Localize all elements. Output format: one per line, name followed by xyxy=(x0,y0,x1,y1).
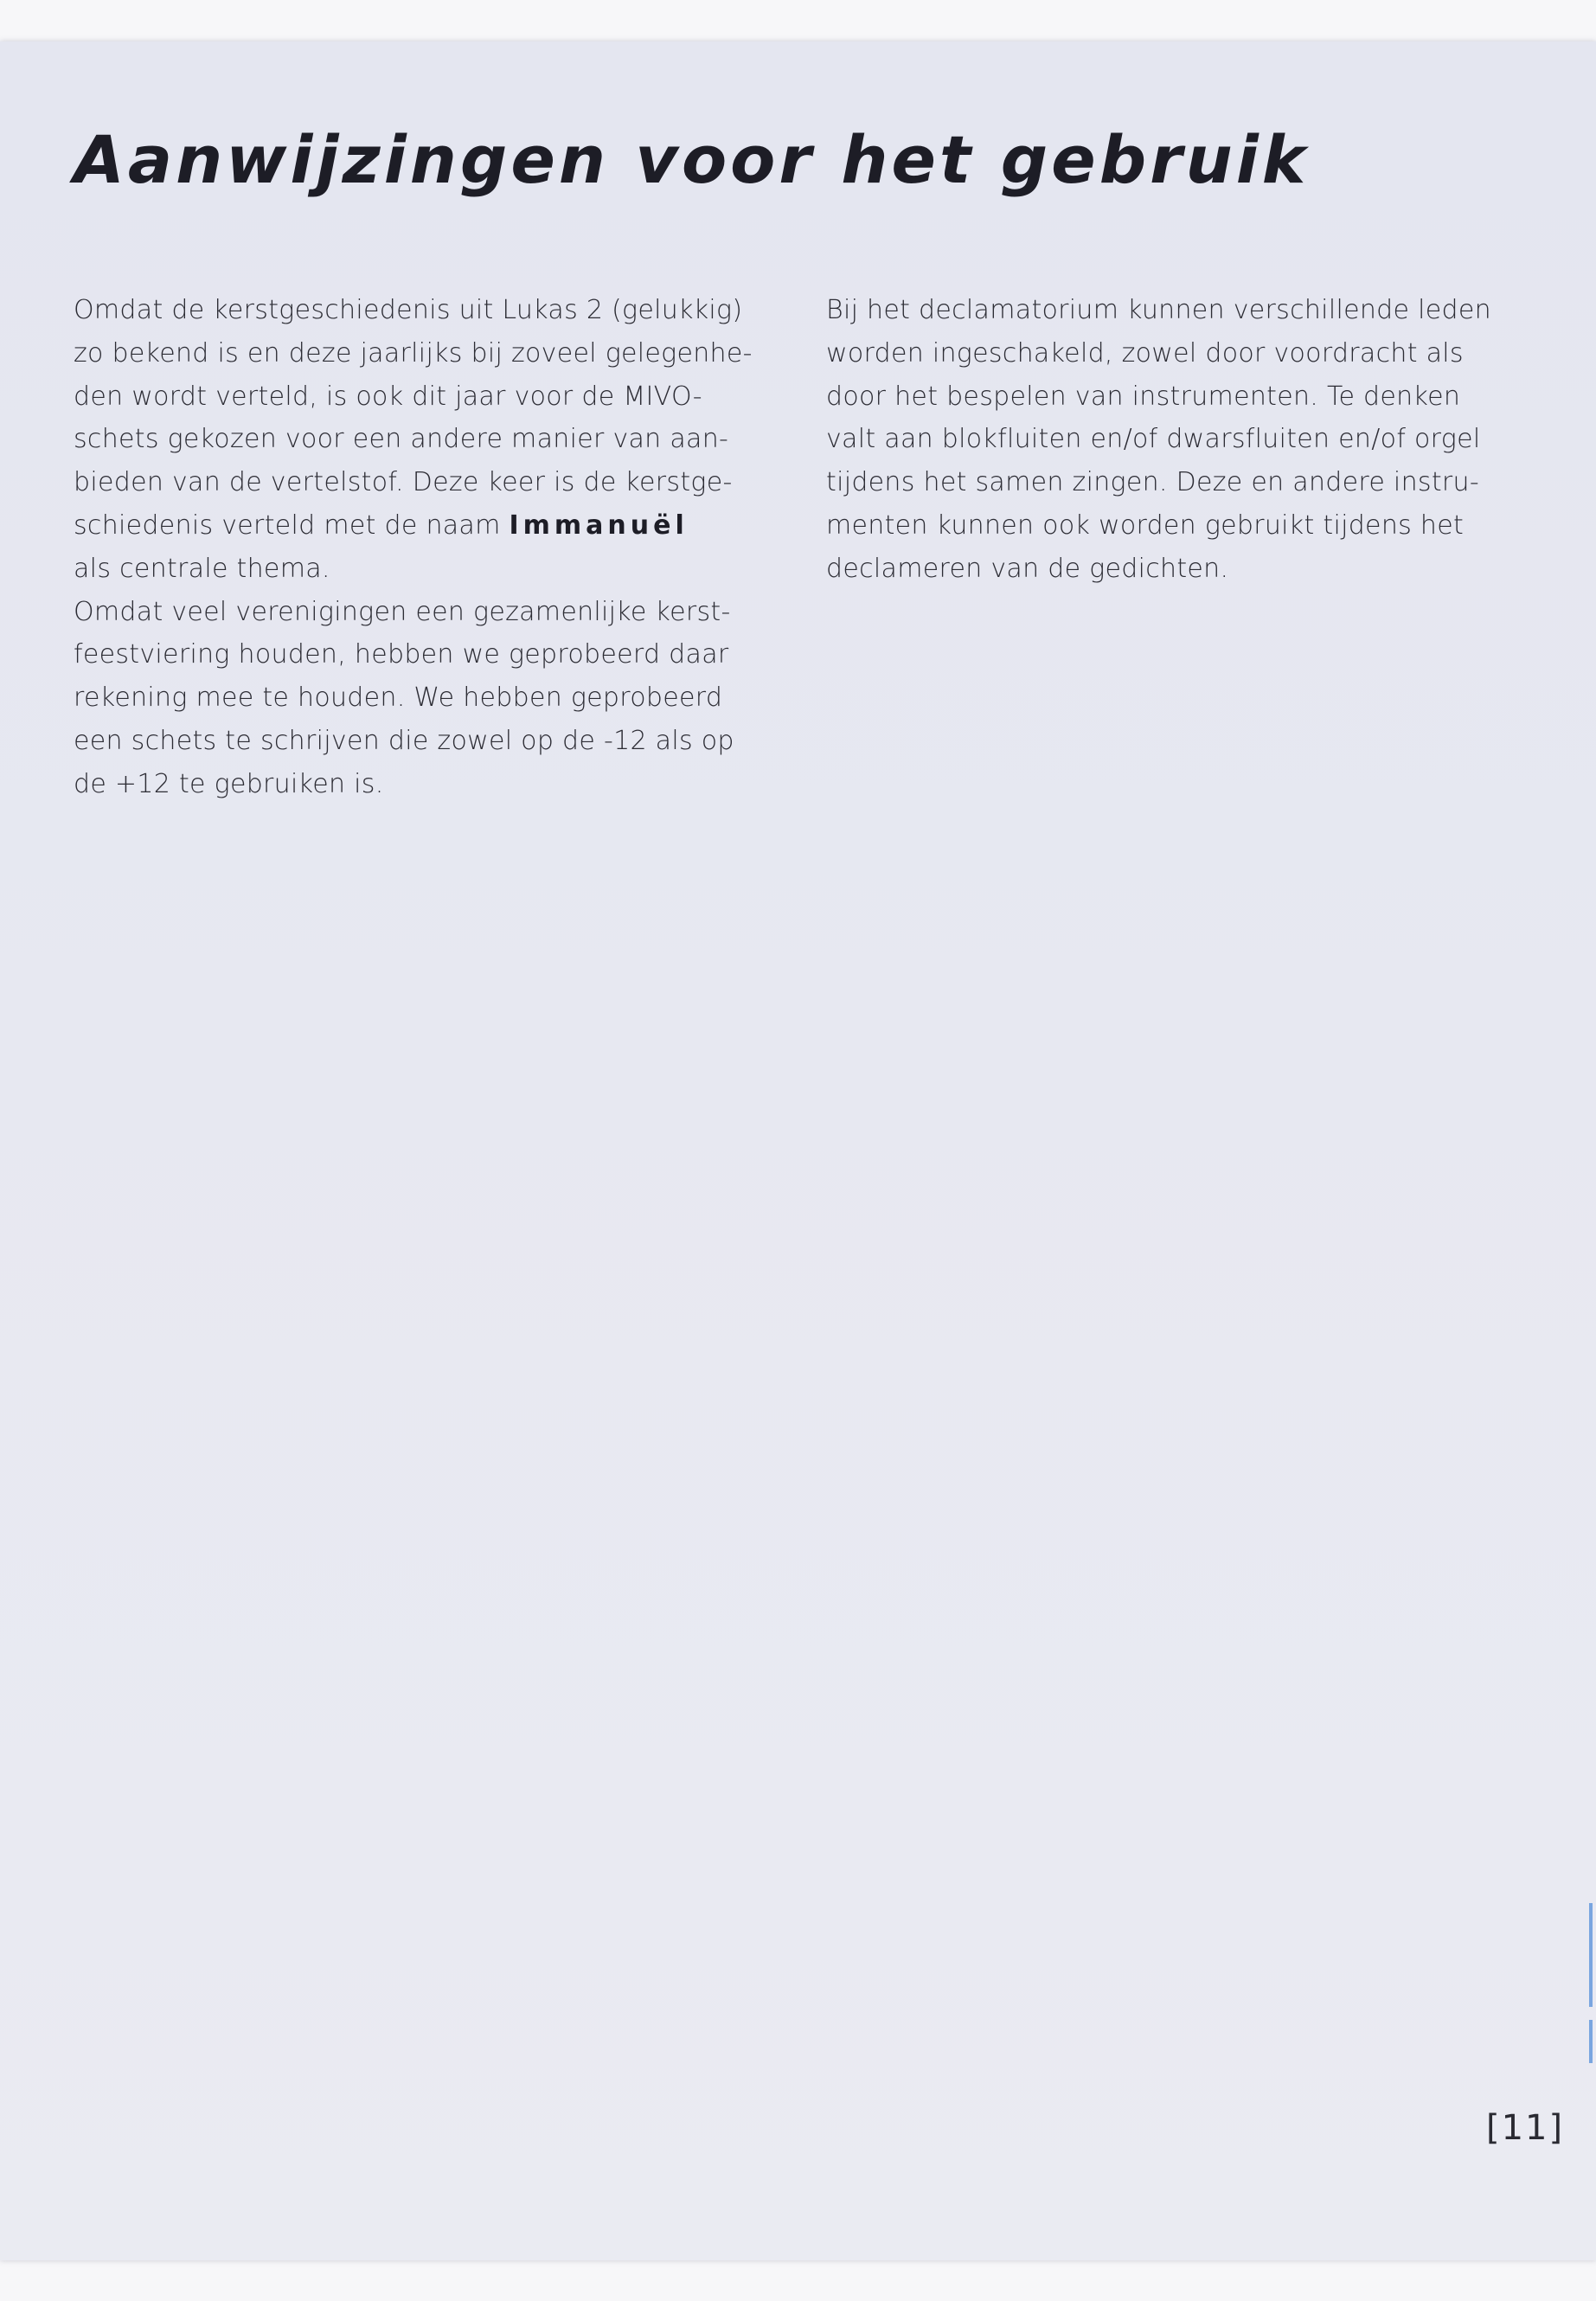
text-line: worden ingeschakeld, zowel door voordracht als xyxy=(826,337,1464,369)
emphasized-name: Immanuël xyxy=(509,510,689,541)
text-line: een schets te schrijven die zowel op de -12 als op xyxy=(74,725,734,756)
text-line: den wordt verteld, is ook dit jaar voor de MIVO- xyxy=(74,381,702,412)
text-line-prefix: schiedenis verteld met de naam xyxy=(74,510,510,541)
text-line: bieden van de vertelstof. Deze keer is de kerstge- xyxy=(74,467,733,498)
text-line: schets gekozen voor een andere manier van aan- xyxy=(74,424,729,455)
text-line: Bij het declamatorium kunnen verschillende leden xyxy=(826,295,1491,325)
right-column xyxy=(826,289,1491,591)
text-line: feestviering houden, hebben we geprobeerd daar xyxy=(74,639,729,670)
text-line: tijdens het samen zingen. Deze en andere instru- xyxy=(826,467,1479,498)
text-line: door het bespelen van instrumenten. Te denken xyxy=(826,381,1461,412)
edge-print-mark xyxy=(1589,1903,1593,2007)
text-line: valt aan blokfluiten en/of dwarsfluiten en/of orgel xyxy=(826,424,1481,455)
page-number: [11] xyxy=(1486,2108,1565,2148)
text-line: Omdat de kerstgeschiedenis uit Lukas 2 (gelukkig) xyxy=(74,295,743,325)
text-line: de +12 te gebruiken is. xyxy=(74,768,384,799)
text-line: zo bekend is en deze jaarlijks bij zoveel gelegenhe- xyxy=(74,337,753,369)
page-title: Aanwijzingen voor het gebruik xyxy=(74,121,1310,198)
text-line: rekening mee te houden. We hebben geprobeerd xyxy=(74,683,723,714)
text-line xyxy=(74,504,731,548)
left-column xyxy=(74,289,753,806)
text-line: declameren van de gedichten. xyxy=(826,553,1229,584)
text-line: menten kunnen ook worden gebruikt tijdens het xyxy=(826,510,1465,541)
text-line: Omdat veel verenigingen een gezamenlijke kerst- xyxy=(74,596,731,627)
text-line: als centrale thema. xyxy=(74,553,330,584)
edge-print-mark xyxy=(1589,2020,1593,2063)
